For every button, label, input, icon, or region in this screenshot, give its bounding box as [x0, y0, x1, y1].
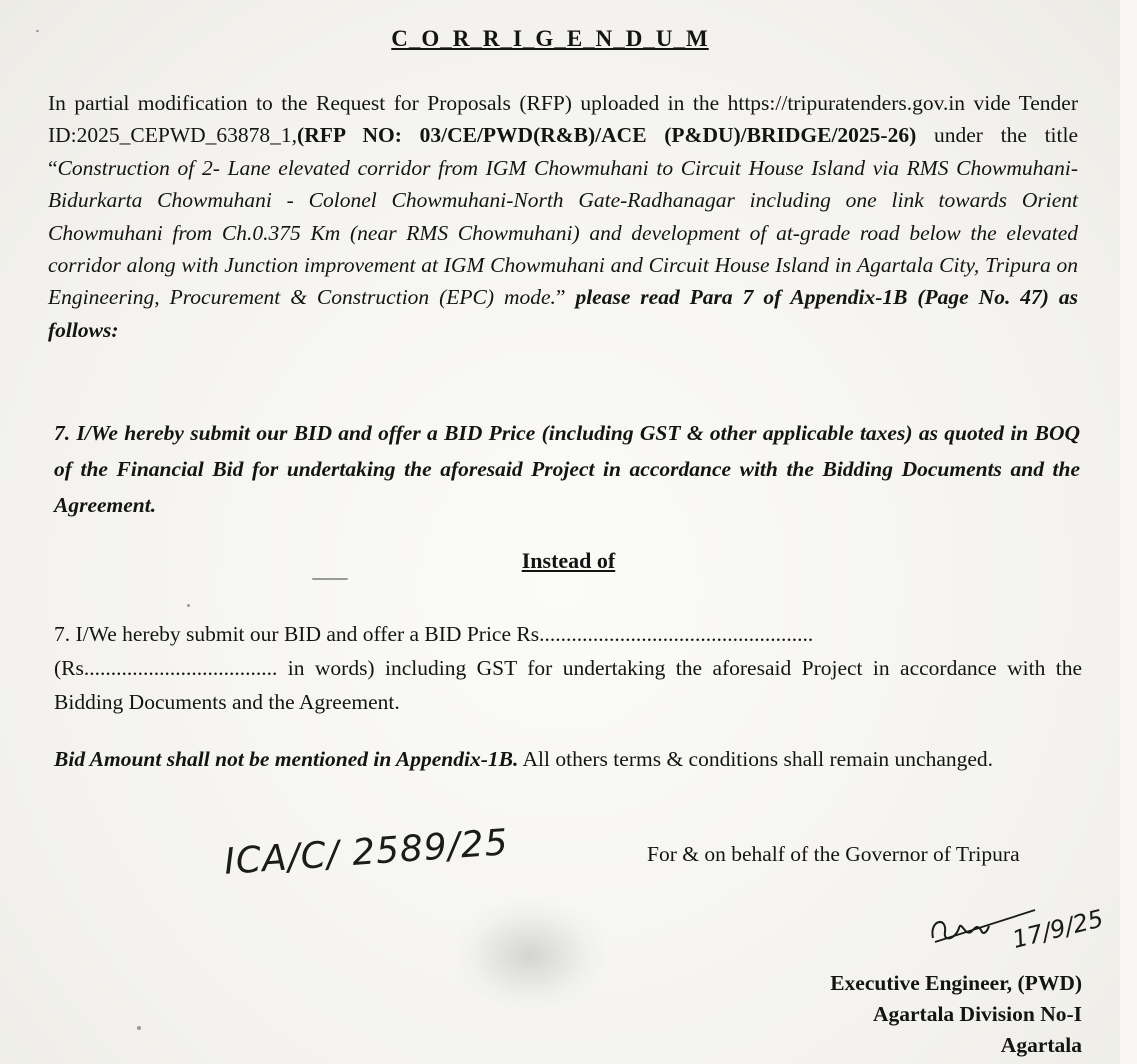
- scan-speck: [137, 1026, 141, 1030]
- title-suffix: ”: [555, 285, 576, 310]
- signature: [925, 880, 1107, 960]
- para7-new-text: 7. I/We hereby submit our BID and offer a BID Price (including GST & other applicable taxes) as quoted in BOQ of the Financial Bid for undertaking the aforesaid Project in accordance with the Bidding Documents and the Agreement.: [54, 421, 1080, 517]
- read-instruction: please read Para 7 of Appendix-1B (Page No. 47) as follows:: [48, 285, 1079, 342]
- rfp-number: (RFP NO: 03/CE/PWD(R&B)/ACE (P&DU)/BRIDGE/2025-26): [297, 123, 917, 148]
- signature-drawing: [925, 880, 1107, 960]
- bid-amount-note: Bid Amount shall not be mentioned in Appendix-1B.: [54, 747, 519, 771]
- closing-rest: All others terms & conditions shall remain unchanged.: [518, 747, 994, 771]
- designation-title: Executive Engineer, (PWD): [830, 971, 1082, 995]
- designation-division: Agartala Division No-I: [872, 1002, 1082, 1026]
- para7-old-text: [54, 617, 1082, 719]
- scan-speck: [187, 604, 190, 607]
- scan-mark: [312, 578, 348, 580]
- intro-text: In partial modification to the Request for Proposals (RFP) uploaded in the https://tripuratenders.gov.in vide Tender ID:2025_CEPWD_63878_1,: [48, 91, 1078, 148]
- on-behalf-line: For & on behalf of the Governor of Tripura: [647, 842, 1020, 866]
- designation-place: Agartala: [1000, 1033, 1082, 1057]
- para7-old-line1: 7. I/We hereby submit our BID and offer a BID Price Rs...................................................: [54, 622, 814, 646]
- instead-of-heading: Instead of: [521, 548, 616, 573]
- scan-speck: [36, 30, 39, 32]
- document-heading: C_O_R_R_I_G_E_N_D_U_M: [391, 26, 709, 51]
- title-prefix: under the title “: [48, 123, 1079, 180]
- signature-date: 17/9/25: [1009, 904, 1107, 954]
- para7-old-line2: (Rs.................................... in words) including GST for undertaking the aforesaid Project in accordance with the Bidding Documents and the Agreement.: [54, 656, 1082, 714]
- project-title: Construction of 2- Lane elevated corridor from IGM Chowmuhani to Circuit House Island via RMS Chowmuhani-Bidurkarta Chowmuhani - Colonel Chowmuhani-North Gate-Radhanagar including one link towards Orient Chowmuhani from Ch.0.375 Km (near RMS Chowmuhani) and development of at-grade road below the elevated corridor along with Junction improvement at IGM Chowmuhani and Circuit House Island in Agartala City, Tripura on Engineering, Procurement & Construction (EPC) mode.: [48, 155, 1078, 310]
- scan-smudge: [455, 900, 605, 1010]
- handwritten-reference: ICA/C/ 2589/25: [222, 822, 510, 883]
- intro-paragraph: [48, 87, 1078, 346]
- closing-paragraph: [54, 740, 1082, 778]
